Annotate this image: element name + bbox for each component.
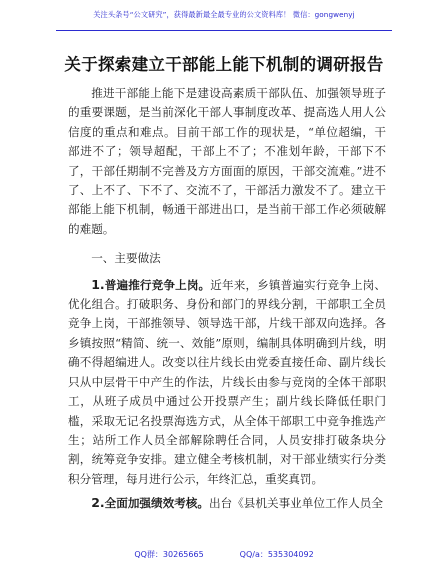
list-item-1	[68, 275, 386, 489]
document-body	[68, 84, 386, 514]
section-heading: 一、主要做法	[91, 251, 161, 266]
intro-paragraph: 推进干部能上能下是建设高素质干部队伍、加强领导班子的重要课题，是当前深化干部人事制度改革、提高选人用人公信度的重点和难点。目前干部工作的现状是，“单位超编，干部进不了；领导超配，干部上不了；不准划年龄，干部下不了，干部任期制不完善及方方面面的原因，干部交流难。”进不了、上不了、下不了、交流不了，干部活力激发不了。建立干部能上能下机制，畅通干部进出口，是当前干部工作必须破解的难题。	[68, 86, 386, 236]
item-number: 1.	[91, 276, 105, 292]
item-text: 近年来，乡镇普遍实行竞争上岗、优化组合。打破职务、身份和部门的界线分割，干部职工全员竞争上岗，干部推领导、领导选干部，片线干部双向选择。各乡镇按照“精简、统一、效能”原则，编制具体明确到片线，明确不得超编进人。改变以往片线长由党委直接任命、副片线长只从中层骨干中产生的作法，片线长由参与竞岗的全体干部职工，从班子成员中通过公开投票产生；副片线长降低任职门槛，采取无记名投票海选方式，从全体干部职工中竞争推选产生；站所工作人员全部解除聘任合同，人员安排打破条块分割，统筹竞争安排。建立健全考核机制，对干部业绩实行分类积分管理，每月进行公示，年终汇总，重奖真罚。	[68, 277, 386, 486]
footer-contact	[0, 549, 448, 560]
item-lead: 全面加强绩效考核。	[104, 496, 209, 511]
item-number: 2.	[91, 495, 105, 511]
document-title: 关于探索建立干部能上能下机制的调研报告	[64, 55, 384, 74]
footer-qq-contact: QQ/a：535304092	[239, 550, 314, 559]
footer-qq-group: QQ群：30265665	[134, 550, 204, 559]
header-banner: 关注头条号“公文研究”，获得最新最全最专业的公文资料库！ 微信：gongwenyj	[93, 10, 355, 19]
item-text: 出台《县机关事业单位工作人员全	[209, 496, 383, 511]
paragraph-spacer	[68, 239, 386, 243]
header-divider	[56, 30, 392, 31]
item-lead: 普遍推行竞争上岗。	[104, 277, 211, 292]
list-item-2	[68, 493, 386, 513]
